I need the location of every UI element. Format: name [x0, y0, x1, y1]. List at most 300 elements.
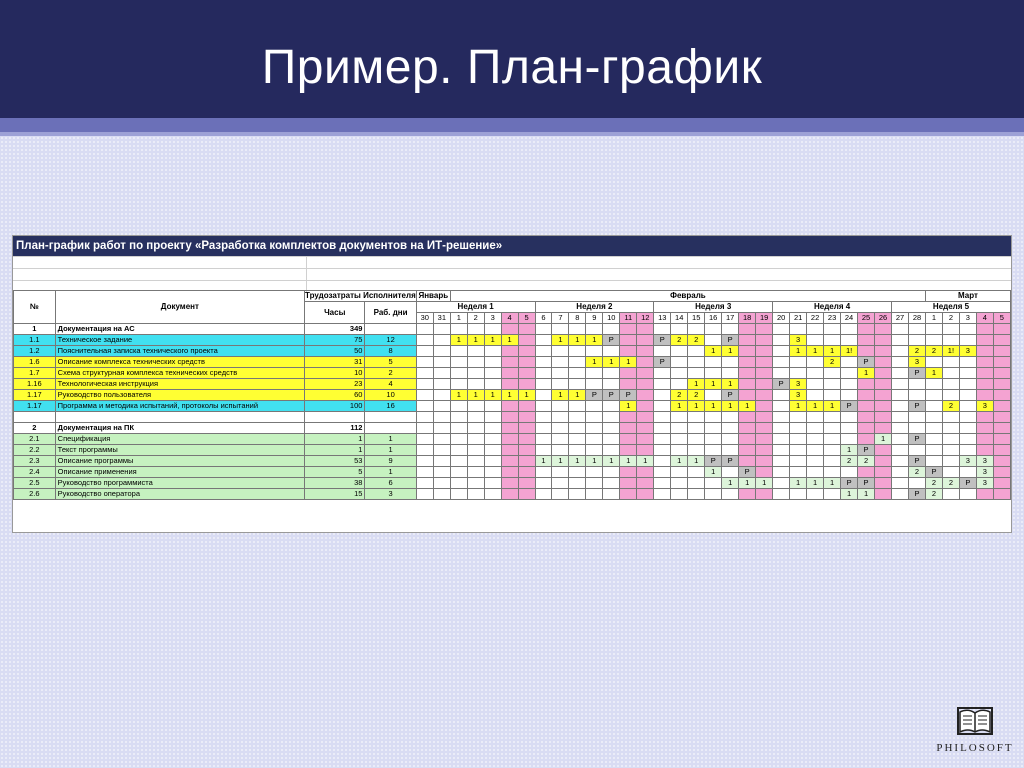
schedule-cell: 1: [739, 401, 756, 412]
schedule-cell: [892, 445, 909, 456]
schedule-cell: [739, 346, 756, 357]
schedule-cell: 1: [450, 335, 467, 346]
schedule-cell: [501, 467, 518, 478]
schedule-cell: [858, 379, 875, 390]
schedule-cell: Р: [654, 335, 671, 346]
schedule-cell: [535, 478, 552, 489]
schedule-cell: [756, 368, 773, 379]
schedule-cell: [552, 489, 569, 500]
schedule-cell: [705, 478, 722, 489]
schedule-cell: [603, 423, 620, 434]
schedule-cell: 3: [959, 346, 976, 357]
row-num: 1.16: [14, 379, 56, 390]
schedule-cell: [790, 423, 807, 434]
schedule-cell: [518, 368, 535, 379]
schedule-cell: [909, 324, 926, 335]
schedule-cell: [518, 401, 535, 412]
schedule-cell: 2: [942, 478, 959, 489]
schedule-cell: [875, 346, 892, 357]
row-days: 16: [365, 401, 416, 412]
schedule-cell: [993, 357, 1010, 368]
schedule-cell: [756, 379, 773, 390]
schedule-cell: [535, 335, 552, 346]
schedule-cell: [433, 412, 450, 423]
row-days: 5: [365, 357, 416, 368]
schedule-cell: [416, 434, 433, 445]
schedule-cell: [993, 401, 1010, 412]
schedule-cell: [756, 401, 773, 412]
schedule-cell: [959, 445, 976, 456]
schedule-cell: [433, 324, 450, 335]
row-days: [365, 412, 416, 423]
schedule-cell: [552, 412, 569, 423]
schedule-cell: [858, 335, 875, 346]
schedule-cell: [433, 423, 450, 434]
schedule-cell: 1: [824, 401, 841, 412]
schedule-cell: [467, 467, 484, 478]
schedule-cell: [416, 379, 433, 390]
row-hours: 112: [305, 423, 365, 434]
schedule-cell: [535, 445, 552, 456]
schedule-cell: [807, 379, 824, 390]
schedule-cell: [892, 489, 909, 500]
schedule-cell: [467, 357, 484, 368]
schedule-cell: [688, 357, 705, 368]
header-month-feb: Февраль: [450, 291, 925, 302]
schedule-cell: [688, 434, 705, 445]
schedule-cell: [942, 357, 959, 368]
schedule-cell: [959, 379, 976, 390]
schedule-cell: [926, 379, 943, 390]
schedule-cell: Р: [586, 390, 603, 401]
schedule-cell: [535, 467, 552, 478]
row-document: Руководство оператора: [55, 489, 304, 500]
schedule-cell: [637, 467, 654, 478]
schedule-cell: [552, 346, 569, 357]
schedule-cell: Р: [959, 478, 976, 489]
schedule-cell: [756, 324, 773, 335]
schedule-cell: [959, 412, 976, 423]
schedule-cell: [807, 456, 824, 467]
schedule-cell: [433, 390, 450, 401]
schedule-cell: 1: [705, 401, 722, 412]
schedule-cell: [773, 423, 790, 434]
schedule-cell: Р: [909, 456, 926, 467]
schedule-cell: [518, 357, 535, 368]
header-stripe-light: [0, 132, 1024, 136]
schedule-cell: Р: [705, 456, 722, 467]
schedule-cell: [942, 335, 959, 346]
schedule-cell: [705, 390, 722, 401]
date-cell: 9: [586, 313, 603, 324]
schedule-cell: [586, 368, 603, 379]
date-cell: 2: [467, 313, 484, 324]
schedule-cell: 3: [909, 357, 926, 368]
schedule-cell: [637, 412, 654, 423]
schedule-cell: [501, 445, 518, 456]
schedule-cell: [773, 368, 790, 379]
schedule-cell: [569, 368, 586, 379]
schedule-cell: [892, 467, 909, 478]
schedule-cell: [756, 456, 773, 467]
schedule-cell: [569, 467, 586, 478]
schedule-cell: [433, 357, 450, 368]
schedule-cell: Р: [909, 368, 926, 379]
row-hours: 50: [305, 346, 365, 357]
schedule-cell: [892, 456, 909, 467]
schedule-cell: 1: [620, 401, 637, 412]
schedule-cell: [637, 423, 654, 434]
schedule-cell: [705, 324, 722, 335]
schedule-cell: [620, 467, 637, 478]
row-days: [365, 423, 416, 434]
row-document: Руководство программиста: [55, 478, 304, 489]
schedule-cell: [892, 423, 909, 434]
schedule-cell: [739, 390, 756, 401]
row-document: Программа и методика испытаний, протоколы испытаний: [55, 401, 304, 412]
schedule-cell: 1: [841, 445, 858, 456]
schedule-cell: [450, 445, 467, 456]
task-row: [14, 390, 1011, 401]
schedule-cell: [535, 346, 552, 357]
row-days: 10: [365, 390, 416, 401]
schedule-cell: [654, 423, 671, 434]
schedule-cell: [841, 368, 858, 379]
schedule-cell: [909, 390, 926, 401]
schedule-cell: [926, 324, 943, 335]
schedule-cell: [773, 390, 790, 401]
schedule-cell: [569, 434, 586, 445]
row-hours: 5: [305, 467, 365, 478]
schedule-cell: [722, 324, 739, 335]
schedule-table: [13, 290, 1011, 500]
schedule-cell: [959, 489, 976, 500]
schedule-cell: [552, 445, 569, 456]
schedule-cell: [569, 379, 586, 390]
date-cell: 12: [637, 313, 654, 324]
schedule-cell: [433, 379, 450, 390]
schedule-cell: [976, 368, 993, 379]
row-num: 2.3: [14, 456, 56, 467]
schedule-cell: [501, 489, 518, 500]
schedule-cell: [569, 478, 586, 489]
schedule-cell: [722, 423, 739, 434]
schedule-cell: [654, 346, 671, 357]
schedule-cell: [654, 379, 671, 390]
schedule-cell: [654, 368, 671, 379]
schedule-cell: [942, 467, 959, 478]
schedule-cell: [603, 478, 620, 489]
schedule-cell: [620, 412, 637, 423]
schedule-cell: 1: [824, 478, 841, 489]
schedule-cell: Р: [858, 357, 875, 368]
schedule-cell: [637, 489, 654, 500]
row-document: Технологическая инструкция: [55, 379, 304, 390]
header-week-5: Неделя 5: [892, 302, 1011, 313]
schedule-cell: [433, 489, 450, 500]
slide-header: [0, 0, 1024, 118]
schedule-cell: [654, 434, 671, 445]
schedule-cell: 1: [688, 379, 705, 390]
date-cell: 28: [909, 313, 926, 324]
schedule-cell: [467, 401, 484, 412]
schedule-cell: [858, 434, 875, 445]
date-cell: 17: [722, 313, 739, 324]
schedule-cell: [976, 379, 993, 390]
schedule-cell: [705, 489, 722, 500]
date-cell: 10: [603, 313, 620, 324]
schedule-cell: [705, 434, 722, 445]
schedule-cell: 1: [739, 478, 756, 489]
schedule-cell: [671, 368, 688, 379]
schedule-cell: [586, 379, 603, 390]
schedule-cell: [467, 434, 484, 445]
date-cell: 4: [976, 313, 993, 324]
row-days: 1: [365, 434, 416, 445]
schedule-cell: [501, 379, 518, 390]
schedule-cell: 1: [858, 489, 875, 500]
schedule-cell: [858, 401, 875, 412]
date-cell: 1: [926, 313, 943, 324]
schedule-cell: [671, 346, 688, 357]
schedule-cell: [739, 368, 756, 379]
schedule-cell: 1: [722, 478, 739, 489]
schedule-cell: [875, 357, 892, 368]
schedule-cell: 1: [603, 357, 620, 368]
sheet-title: План-график работ по проекту «Разработка комплектов документов на ИТ-решение»: [13, 236, 1011, 256]
schedule-cell: 1: [637, 456, 654, 467]
schedule-cell: [552, 401, 569, 412]
schedule-cell: [993, 467, 1010, 478]
schedule-cell: [484, 357, 501, 368]
schedule-cell: [875, 379, 892, 390]
schedule-cell: [824, 324, 841, 335]
header-num: №: [14, 291, 56, 324]
schedule-cell: 1: [756, 478, 773, 489]
schedule-cell: 2: [824, 357, 841, 368]
schedule-cell: [790, 489, 807, 500]
schedule-cell: [926, 434, 943, 445]
schedule-cell: [671, 324, 688, 335]
header-month-mar: Март: [926, 291, 1011, 302]
schedule-cell: 2: [942, 401, 959, 412]
row-hours: 10: [305, 368, 365, 379]
schedule-cell: [739, 412, 756, 423]
schedule-cell: [518, 412, 535, 423]
schedule-cell: [875, 445, 892, 456]
schedule-cell: Р: [909, 489, 926, 500]
schedule-cell: [586, 434, 603, 445]
schedule-cell: 1: [705, 467, 722, 478]
row-hours: [305, 412, 365, 423]
schedule-cell: [484, 467, 501, 478]
schedule-cell: [892, 478, 909, 489]
schedule-cell: [603, 467, 620, 478]
schedule-cell: [790, 368, 807, 379]
schedule-cell: [976, 346, 993, 357]
header-month-jan: Январь: [416, 291, 450, 302]
schedule-cell: [807, 390, 824, 401]
schedule-cell: [739, 357, 756, 368]
row-document: Пояснительная записка технического проекта: [55, 346, 304, 357]
schedule-cell: 1: [535, 456, 552, 467]
schedule-cell: [586, 423, 603, 434]
schedule-cell: [739, 434, 756, 445]
schedule-cell: [450, 324, 467, 335]
schedule-cell: [858, 467, 875, 478]
schedule-cell: [620, 445, 637, 456]
schedule-cell: [807, 357, 824, 368]
schedule-cell: [756, 434, 773, 445]
header-week-1: Неделя 1: [416, 302, 535, 313]
date-cell: 1: [450, 313, 467, 324]
schedule-cell: [620, 324, 637, 335]
schedule-cell: [586, 401, 603, 412]
schedule-cell: 2: [858, 456, 875, 467]
schedule-cell: [501, 412, 518, 423]
schedule-cell: [807, 335, 824, 346]
schedule-cell: [586, 478, 603, 489]
schedule-cell: [654, 467, 671, 478]
task-row: [14, 445, 1011, 456]
row-document: Описание применения: [55, 467, 304, 478]
schedule-cell: [450, 412, 467, 423]
schedule-cell: [552, 478, 569, 489]
schedule-cell: [467, 368, 484, 379]
schedule-cell: 2: [841, 456, 858, 467]
header-week-4: Неделя 4: [773, 302, 892, 313]
schedule-cell: [484, 478, 501, 489]
schedule-cell: [637, 478, 654, 489]
schedule-cell: [501, 423, 518, 434]
schedule-cell: [773, 456, 790, 467]
row-num: 1.17: [14, 390, 56, 401]
row-days: 6: [365, 478, 416, 489]
schedule-cell: [722, 467, 739, 478]
schedule-cell: [942, 324, 959, 335]
schedule-cell: [875, 335, 892, 346]
schedule-cell: [976, 445, 993, 456]
schedule-cell: [858, 346, 875, 357]
schedule-cell: [993, 324, 1010, 335]
schedule-cell: [892, 335, 909, 346]
schedule-cell: [637, 434, 654, 445]
schedule-cell: [790, 445, 807, 456]
schedule-cell: [773, 434, 790, 445]
spreadsheet: [12, 235, 1012, 533]
task-row: [14, 357, 1011, 368]
schedule-cell: [467, 412, 484, 423]
schedule-cell: 1: [790, 401, 807, 412]
schedule-cell: [722, 445, 739, 456]
schedule-cell: [875, 368, 892, 379]
schedule-cell: [858, 412, 875, 423]
date-cell: 13: [654, 313, 671, 324]
schedule-cell: [637, 335, 654, 346]
schedule-cell: [552, 467, 569, 478]
schedule-cell: [518, 335, 535, 346]
schedule-cell: [416, 346, 433, 357]
schedule-cell: [875, 423, 892, 434]
schedule-cell: [416, 467, 433, 478]
schedule-cell: 2: [688, 390, 705, 401]
schedule-cell: [875, 324, 892, 335]
schedule-cell: 1: [552, 456, 569, 467]
philosoft-logo: [930, 702, 1020, 762]
schedule-cell: 1: [569, 456, 586, 467]
schedule-cell: [722, 489, 739, 500]
schedule-cell: [484, 445, 501, 456]
schedule-cell: [450, 368, 467, 379]
schedule-cell: [603, 324, 620, 335]
schedule-cell: [942, 412, 959, 423]
row-days: 8: [365, 346, 416, 357]
header-week-2: Неделя 2: [535, 302, 654, 313]
row-hours: 1: [305, 434, 365, 445]
schedule-cell: [654, 489, 671, 500]
schedule-cell: [518, 478, 535, 489]
date-cell: 20: [773, 313, 790, 324]
schedule-cell: 1: [501, 335, 518, 346]
schedule-cell: 1!: [841, 346, 858, 357]
schedule-cell: [433, 335, 450, 346]
schedule-cell: [942, 390, 959, 401]
schedule-cell: [790, 324, 807, 335]
schedule-cell: [450, 434, 467, 445]
schedule-cell: [518, 445, 535, 456]
schedule-cell: [535, 423, 552, 434]
schedule-cell: Р: [739, 467, 756, 478]
schedule-cell: [535, 368, 552, 379]
date-cell: 16: [705, 313, 722, 324]
schedule-cell: [739, 489, 756, 500]
schedule-cell: [909, 445, 926, 456]
schedule-cell: 1: [824, 346, 841, 357]
schedule-cell: 1: [722, 401, 739, 412]
schedule-cell: Р: [603, 335, 620, 346]
date-cell: 30: [416, 313, 433, 324]
schedule-cell: Р: [909, 401, 926, 412]
schedule-cell: [688, 368, 705, 379]
date-cell: 6: [535, 313, 552, 324]
schedule-cell: [722, 434, 739, 445]
schedule-cell: [535, 401, 552, 412]
header-week-3: Неделя 3: [654, 302, 773, 313]
schedule-cell: [501, 401, 518, 412]
schedule-cell: [875, 467, 892, 478]
schedule-cell: [841, 467, 858, 478]
schedule-cell: [416, 401, 433, 412]
schedule-cell: [790, 434, 807, 445]
schedule-cell: [501, 346, 518, 357]
schedule-cell: [875, 478, 892, 489]
schedule-cell: [959, 467, 976, 478]
schedule-cell: 3: [976, 456, 993, 467]
date-cell: 21: [790, 313, 807, 324]
schedule-cell: [807, 434, 824, 445]
schedule-cell: [739, 379, 756, 390]
schedule-cell: [620, 434, 637, 445]
schedule-cell: [807, 324, 824, 335]
schedule-cell: [942, 368, 959, 379]
schedule-cell: 3: [790, 335, 807, 346]
schedule-cell: [671, 423, 688, 434]
schedule-cell: [433, 456, 450, 467]
schedule-cell: [450, 478, 467, 489]
schedule-cell: [892, 379, 909, 390]
schedule-cell: [433, 478, 450, 489]
schedule-cell: [926, 401, 943, 412]
